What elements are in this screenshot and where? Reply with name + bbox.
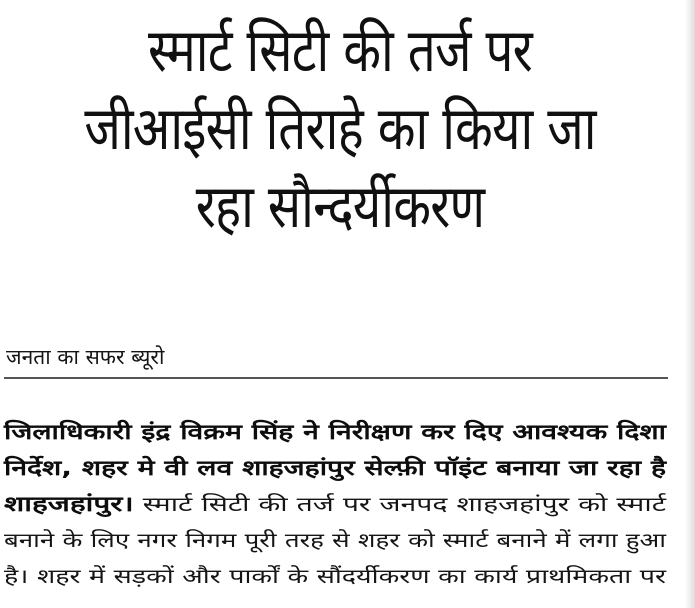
dateline: शाहजहांपुर। xyxy=(4,492,134,516)
page-edge xyxy=(685,0,695,608)
deck-line: निर्देश, शहर मे वी लव शाहजहांपुर सेल्फ़ी पॉइंट बनाया जा रहा है xyxy=(4,456,666,480)
headline-line: रहा सौन्दर्यीकरण xyxy=(195,172,485,242)
deck-line: जिलाधिकारी इंद्र विक्रम सिंह ने निरीक्षण कर दिए आवश्यक दिशा xyxy=(4,420,666,444)
headline-line: जीआईसी तिराहे का किया जा xyxy=(84,94,596,164)
body-line: है। शहर में सड़कों और पार्कों के सौंदर्यीकरण का कार्य प्राथमिकता पर xyxy=(4,564,666,588)
byline: जनता का सफर ब्यूरो xyxy=(6,345,165,369)
article-body xyxy=(4,486,684,594)
deck xyxy=(4,414,684,486)
body-text: स्मार्ट सिटी की तर्ज पर जनपद शाहजहांपुर को स्मार्ट xyxy=(133,492,666,516)
headline-line: स्मार्ट सिटी की तर्ज पर xyxy=(148,16,532,86)
body-line: बनाने के लिए नगर निगम पूरी तरह से शहर को स्मार्ट बनाने में लगा हुआ xyxy=(4,528,666,552)
byline-divider xyxy=(4,377,668,379)
headline xyxy=(61,12,619,246)
body-line xyxy=(4,486,695,522)
